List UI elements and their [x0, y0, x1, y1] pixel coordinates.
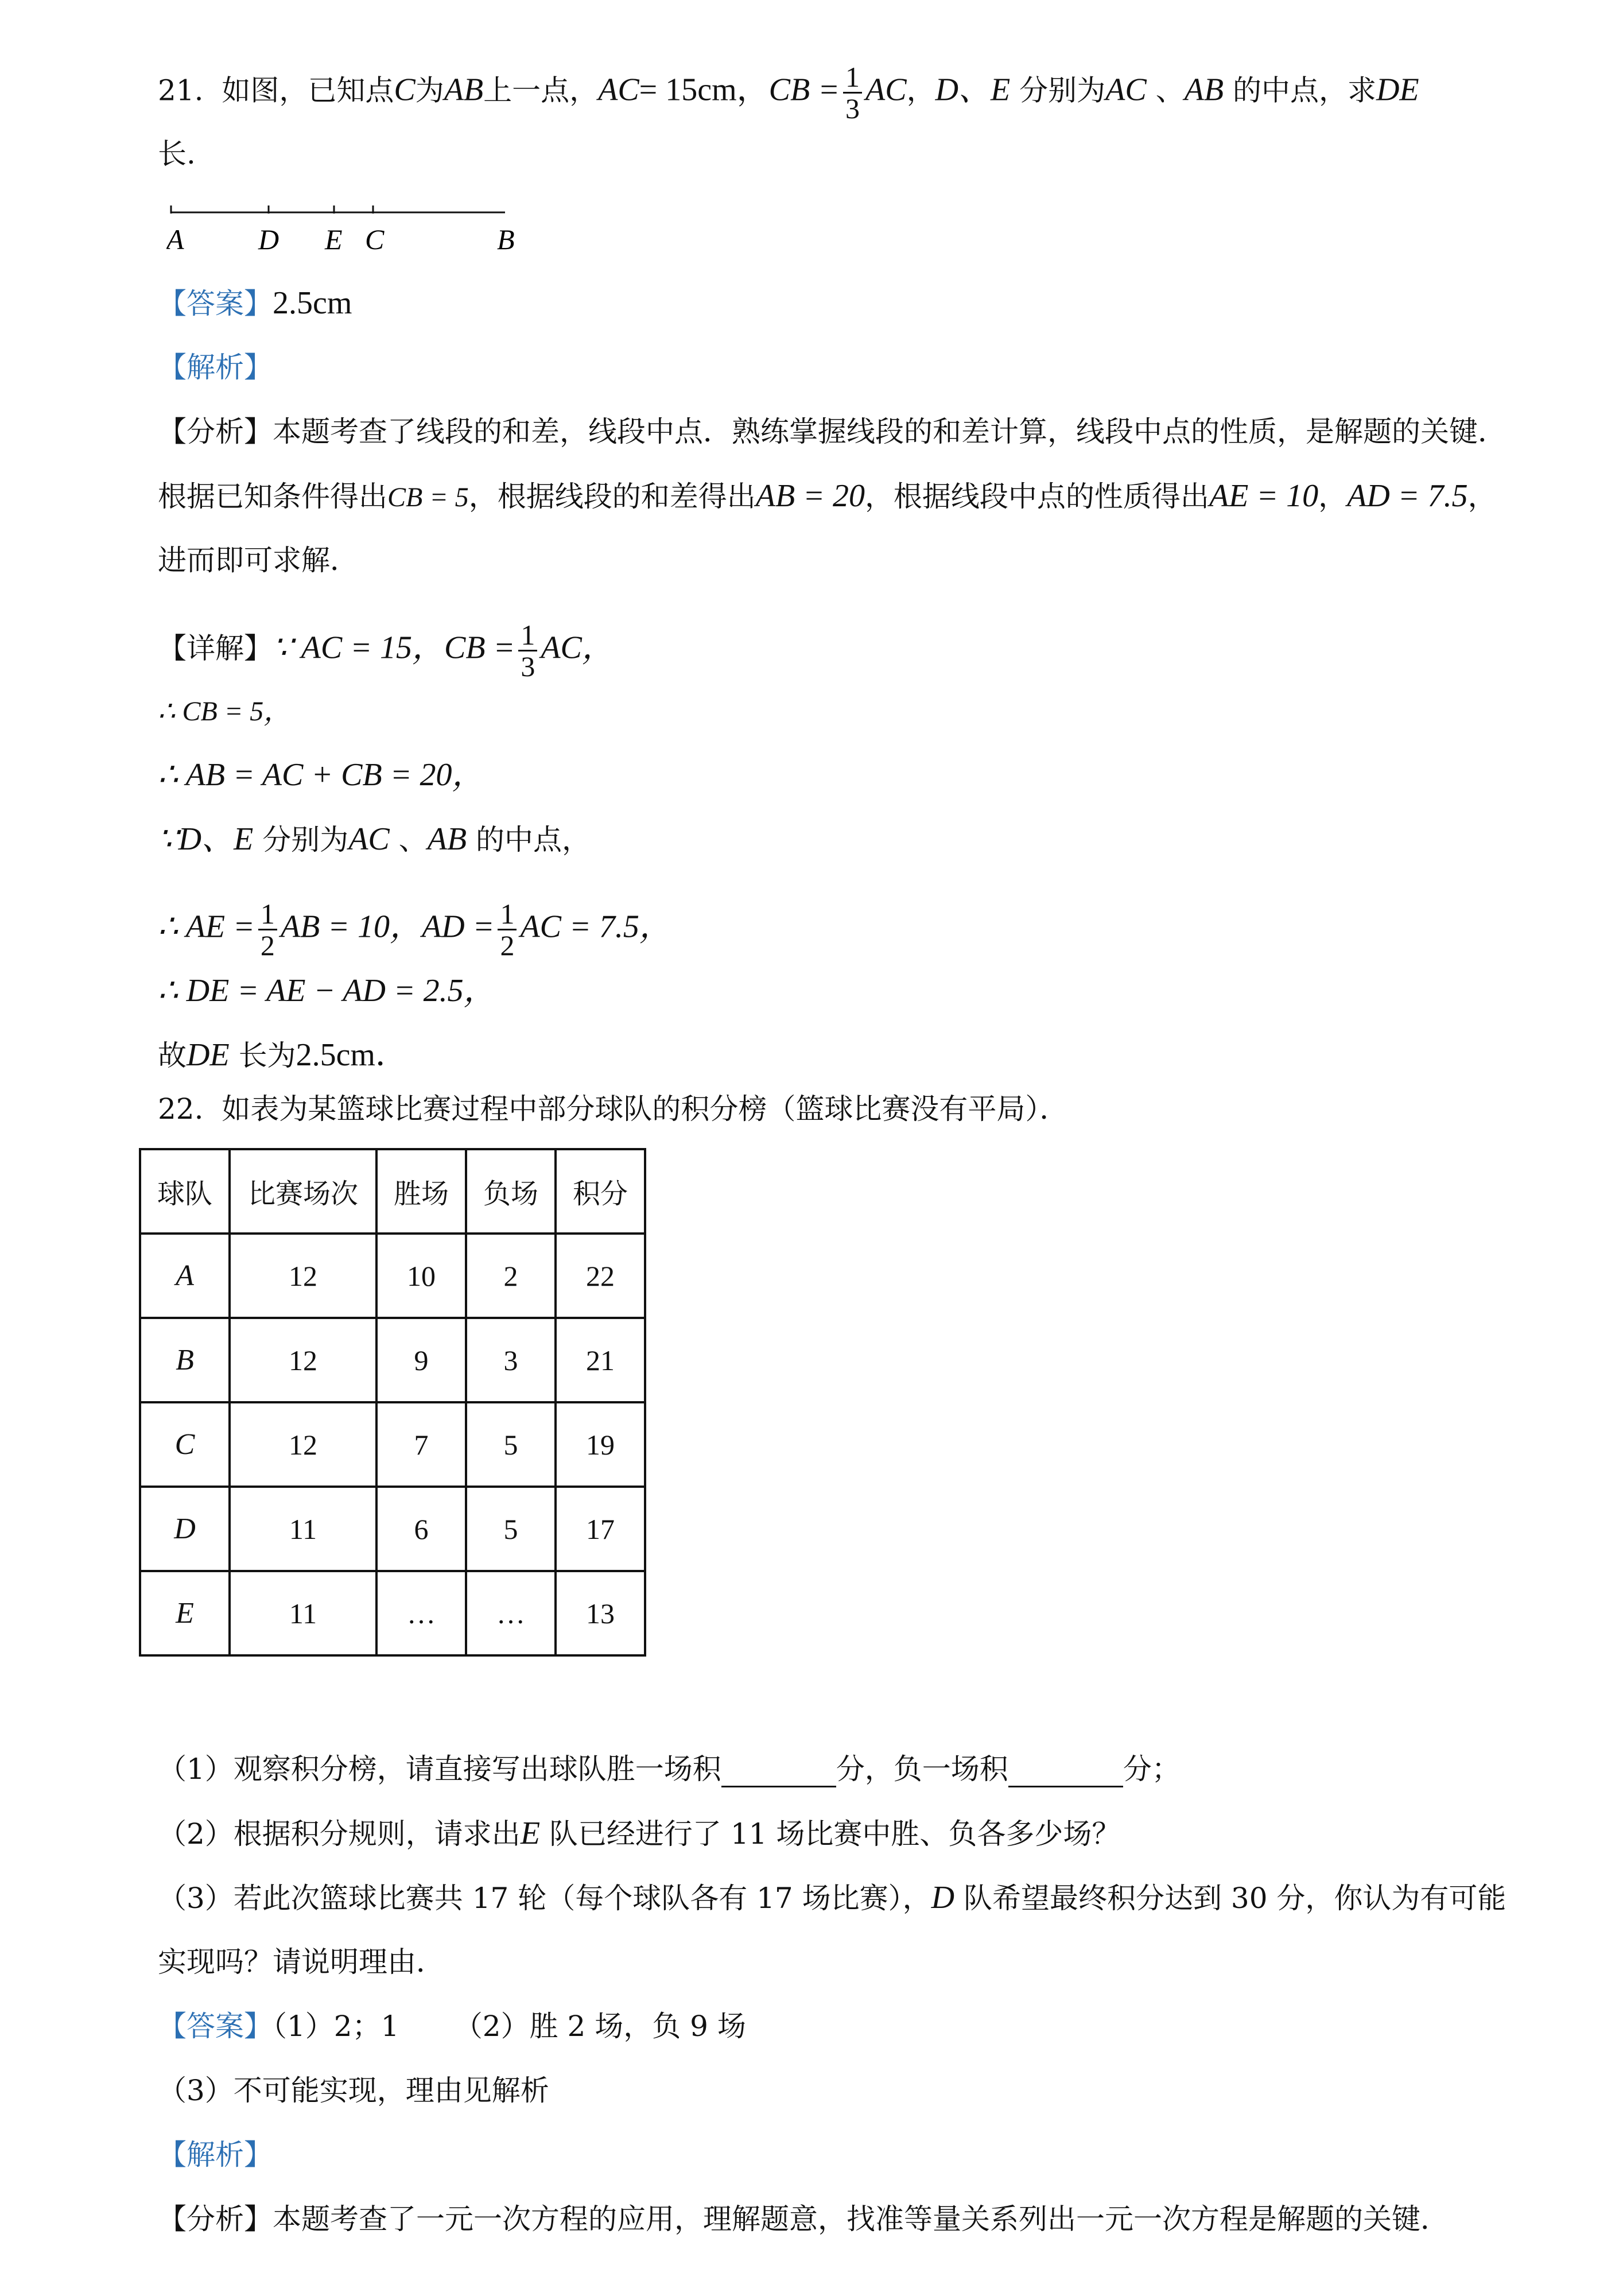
q21-detail-step7: 故DE 长为2.5cm．	[158, 1037, 407, 1073]
table-row	[140, 1234, 645, 1318]
q21-analysis-tag: 【解析】	[158, 351, 273, 384]
q22-part1: （1）观察积分榜，请直接写出球队胜一场积 分，负一场积 分；	[158, 1751, 1181, 1787]
table-row	[140, 1402, 645, 1487]
label-D: D	[258, 223, 279, 255]
cell-losses: 5	[466, 1402, 556, 1487]
cell-wins: 9	[376, 1318, 466, 1402]
table-row	[140, 1571, 645, 1655]
label-A: A	[166, 223, 184, 255]
segment-figure	[166, 201, 534, 264]
fraction-one-half: $\frac{1}{2}$	[258, 899, 277, 960]
cell-losses: …	[466, 1571, 556, 1655]
cell-wins: 6	[376, 1487, 466, 1571]
header-team: 球队	[140, 1149, 230, 1234]
cell-losses: 2	[466, 1234, 556, 1318]
cell-team: B	[140, 1318, 230, 1402]
cell-wins: 10	[376, 1234, 466, 1318]
cell-wins: 7	[376, 1402, 466, 1487]
cell-games: 12	[230, 1318, 376, 1402]
q22-number: 22.	[158, 1092, 204, 1126]
cell-games: 12	[230, 1402, 376, 1487]
label-C: C	[365, 223, 385, 255]
cell-games: 12	[230, 1234, 376, 1318]
q22-part2: （2）根据积分规则，请求出E 队已经进行了 11 场比赛中胜、负各多少场？	[158, 1816, 1121, 1851]
cell-losses: 5	[466, 1487, 556, 1571]
table-row	[140, 1487, 645, 1571]
answer-blank-win	[721, 1759, 836, 1787]
fraction-one-third: $\frac{1}{3}$	[518, 620, 537, 681]
cell-team: A	[140, 1234, 230, 1318]
q21-fenxi-line3: 进而即可求解．	[158, 544, 359, 577]
score-table	[139, 1148, 646, 1657]
label-B: B	[497, 223, 515, 255]
fraction-one-third: $\frac{1}{3}$	[843, 62, 862, 123]
table-row	[140, 1318, 645, 1402]
cell-points: 17	[556, 1487, 645, 1571]
q21-detail-step2: ∴ CB = 5，	[158, 696, 292, 727]
answer-blank-loss	[1008, 1759, 1123, 1787]
q22-answer-line2: （3）不可能实现，理由见解析	[158, 2074, 549, 2107]
q22-analysis-tag: 【解析】	[158, 2138, 273, 2171]
q21-detail-step3: ∴ AB = AC + CB = 20，	[158, 757, 484, 793]
q21-detail-step1: 【详解】∵ AC = 15，CB = $\frac{1}{3}$ AC，	[158, 619, 614, 682]
cell-points: 21	[556, 1318, 645, 1402]
cell-points: 22	[556, 1234, 645, 1318]
answer-tag: 【答案】	[158, 2010, 273, 2043]
cell-team: E	[140, 1571, 230, 1655]
header-losses: 负场	[466, 1149, 556, 1234]
q21-stem-line1: 21. 如图，已知点C为AB上一点，AC= 15cm，CB = $\frac{1}{3}$ AC，D、E 分别为AC 、AB 的中点，求DE	[158, 61, 1419, 125]
q21-fenxi-line2: 根据已知条件得出CB = 5，根据线段的和差得出AB = 20，根据线段中点的性质得出AE = 10，AD = 7.5，	[158, 478, 1497, 514]
q21-answer: 【答案】2.5cm	[158, 285, 352, 321]
cell-points: 19	[556, 1402, 645, 1487]
header-games: 比赛场次	[230, 1149, 376, 1234]
cell-losses: 3	[466, 1318, 556, 1402]
cell-games: 11	[230, 1571, 376, 1655]
cell-wins: …	[376, 1571, 466, 1655]
q22-part3-line1: （3）若此次篮球比赛共 17 轮（每个球队各有 17 场比赛），D 队希望最终积分达到 30 分，你认为有可能	[158, 1880, 1506, 1915]
q21-detail-step4: ∵D、E 分别为AC 、AB 的中点，	[158, 821, 591, 857]
fraction-one-half: $\frac{1}{2}$	[498, 899, 517, 960]
cell-points: 13	[556, 1571, 645, 1655]
q21-number: 21.	[158, 73, 204, 107]
cell-games: 11	[230, 1487, 376, 1571]
label-E: E	[325, 223, 343, 255]
q22-part3-line2: 实现吗？请说明理由．	[158, 1945, 445, 1979]
q21-detail-step6: ∴ DE = AE − AD = 2.5，	[158, 973, 496, 1009]
q21-fenxi-line1: 【分析】本题考查了线段的和差，线段中点．熟练掌握线段的和差计算，线段中点的性质，是解题的关键．	[158, 415, 1506, 448]
answer-tag: 【答案】	[158, 287, 273, 320]
q21-stem-line2: 长.	[158, 137, 196, 170]
cell-team: D	[140, 1487, 230, 1571]
q22-fenxi: 【分析】本题考查了一元一次方程的应用，理解题意，找准等量关系列出一元一次方程是解题的关键．	[158, 2202, 1449, 2236]
q22-stem: 22. 如表为某篮球比赛过程中部分球队的积分榜（篮球比赛没有平局）．	[158, 1092, 1069, 1126]
q21-detail-step5: ∴ AE = $\frac{1}{2}$ AB = 10，AD = $\frac{1}{2}$ AC = 7.5，	[158, 898, 671, 961]
q22-answer-line1: 【答案】（1）2；1 （2）胜 2 场，负 9 场	[158, 2010, 746, 2043]
table-header-row	[140, 1149, 645, 1234]
cell-team: C	[140, 1402, 230, 1487]
header-wins: 胜场	[376, 1149, 466, 1234]
header-points: 积分	[556, 1149, 645, 1234]
